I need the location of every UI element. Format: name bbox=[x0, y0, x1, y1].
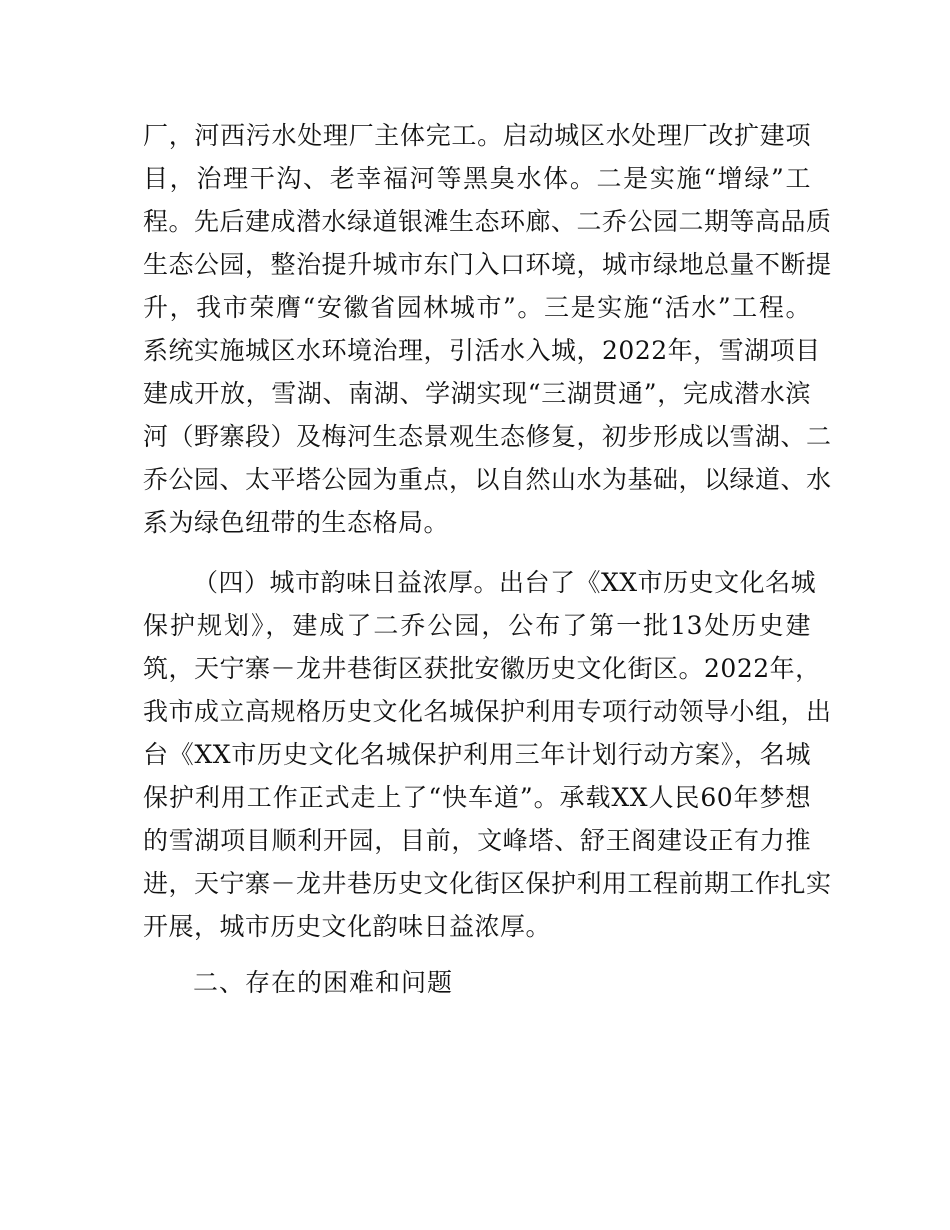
paragraph-line: 厂，河西污水处理厂主体完工。启动城区水处理厂改扩建项 bbox=[143, 121, 811, 150]
paragraph-line: 开展，城市历史文化韵味日益浓厚。 bbox=[143, 912, 552, 941]
paragraph-line: 系统实施城区水环境治理，引活水入城，2022年，雪湖项目 bbox=[143, 336, 821, 365]
paragraph-line: 程。先后建成潜水绿道银滩生态环廊、二乔公园二期等高品质 bbox=[143, 207, 832, 236]
section-heading: 二、存在的困难和问题 bbox=[193, 968, 454, 997]
paragraph-line: 乔公园、太平塔公园为重点，以自然山水为基础，以绿道、水 bbox=[143, 465, 832, 494]
paragraph-line: 升，我市荣膺“安徽省园林城市”。三是实施“活水”工程。 bbox=[143, 293, 811, 322]
paragraph-line: 台《XX市历史文化名城保护利用三年计划行动方案》，名城 bbox=[143, 740, 811, 769]
paragraph-line: 系为绿色纽带的生态格局。 bbox=[143, 508, 450, 537]
paragraph-line: 筑，天宁寨－龙井巷街区获批安徽历史文化街区。2022年， bbox=[143, 654, 821, 683]
paragraph-line: 建成开放，雪湖、南湖、学湖实现“三湖贯通”，完成潜水滨 bbox=[143, 379, 811, 408]
paragraph-line: 保护利用工作正式走上了“快车道”。承载XX人民60年梦想 bbox=[143, 783, 811, 812]
paragraph-line: 的雪湖项目顺利开园，目前，文峰塔、舒王阁建设正有力推 bbox=[143, 826, 811, 855]
paragraph-line: 生态公园，整治提升城市东门入口环境，城市绿地总量不断提 bbox=[143, 250, 832, 279]
paragraph-line: 进，天宁寨－龙井巷历史文化街区保护利用工程前期工作扎实 bbox=[143, 869, 832, 898]
paragraph-line: 河（野寨段）及梅河生态景观生态修复，初步形成以雪湖、二 bbox=[143, 422, 832, 451]
paragraph-line: 我市成立高规格历史文化名城保护利用专项行动领导小组，出 bbox=[143, 697, 832, 726]
paragraph-line: 保护规划》，建成了二乔公园，公布了第一批13处历史建 bbox=[143, 611, 811, 640]
paragraph-line: 目，治理干沟、老幸福河等黑臭水体。二是实施“增绿”工 bbox=[143, 164, 811, 193]
paragraph-line: （四）城市韵味日益浓厚。出台了《XX市历史文化名城 bbox=[193, 568, 817, 597]
